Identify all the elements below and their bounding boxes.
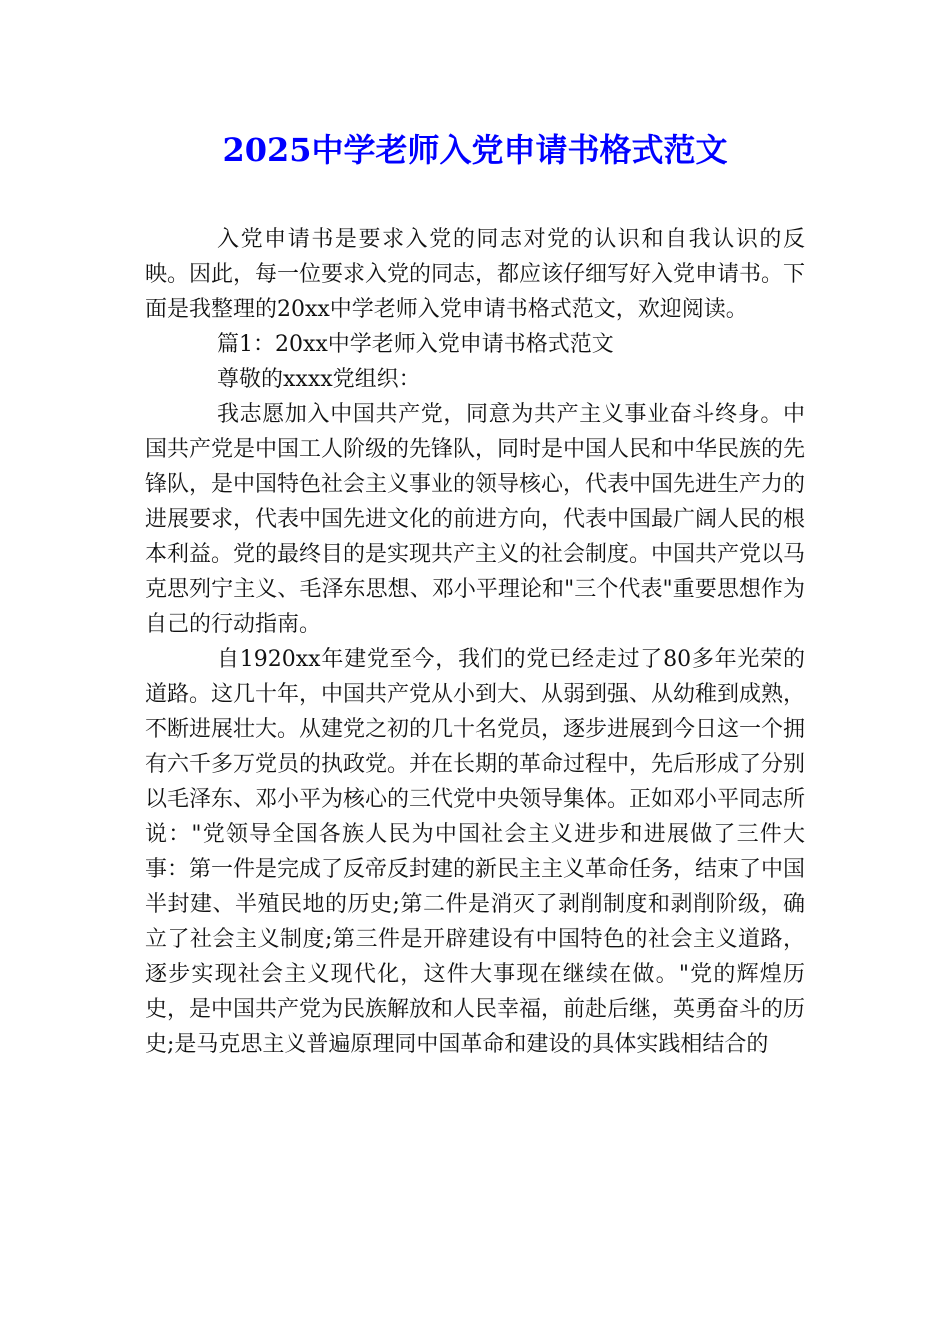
document-title: 2025中学老师入党申请书格式范文	[222, 131, 728, 169]
body-paragraph: 自1920xx年建党至今，我们的党已经走过了80多年光荣的道路。这几十年，中国共产党从小到大、从弱到强、从幼稚到成熟，不断进展壮大。从建党之初的几十名党员，逐步进展到今日这一个拥有六千多万党员的执政党。并在长期的革命过程中，先后形成了分别以毛泽东、邓小平为核心的三代党中央领导集体。正如邓小平同志所说："党领导全国各族人民为中国社会主义进步和进展做了三件大事：第一件是完成了反帝反封建的新民主主义革命任务，结束了中国半封建、半殖民地的历史;第二件是消灭了剥削制度和剥削阶级，确立了社会主义制度;第三件是开辟建设有中国特色的社会主义道路，逐步实现社会主义现代化，这件大事现在继续在做。"党的辉煌历史，是中国共产党为民族解放和人民幸福，前赴后继，英勇奋斗的历史;是马克思主义普遍原理同中国革命和建设的具体实践相结合的	[145, 647, 806, 1057]
document-body	[145, 222, 805, 1062]
salutation: 尊敬的xxxx党组织：	[217, 367, 421, 392]
intro-paragraph: 入党申请书是要求入党的同志对党的认识和自我认识的反映。因此，每一位要求入党的同志，都应该仔细写好入党申请书。下面是我整理的20xx中学老师入党申请书格式范文，欢迎阅读。	[145, 227, 806, 322]
body-paragraph: 我志愿加入中国共产党，同意为共产主义事业奋斗终身。中国共产党是中国工人阶级的先锋队，同时是中国人民和中华民族的先锋队，是中国特色社会主义事业的领导核心，代表中国先进生产力的进展要求，代表中国先进文化的前进方向，代表中国最广阔人民的根本利益。党的最终目的是实现共产主义的社会制度。中国共产党以马克思列宁主义、毛泽东思想、邓小平理论和"三个代表"重要思想作为自己的行动指南。	[145, 402, 806, 637]
section-heading: 篇1：20xx中学老师入党申请书格式范文	[217, 332, 614, 357]
